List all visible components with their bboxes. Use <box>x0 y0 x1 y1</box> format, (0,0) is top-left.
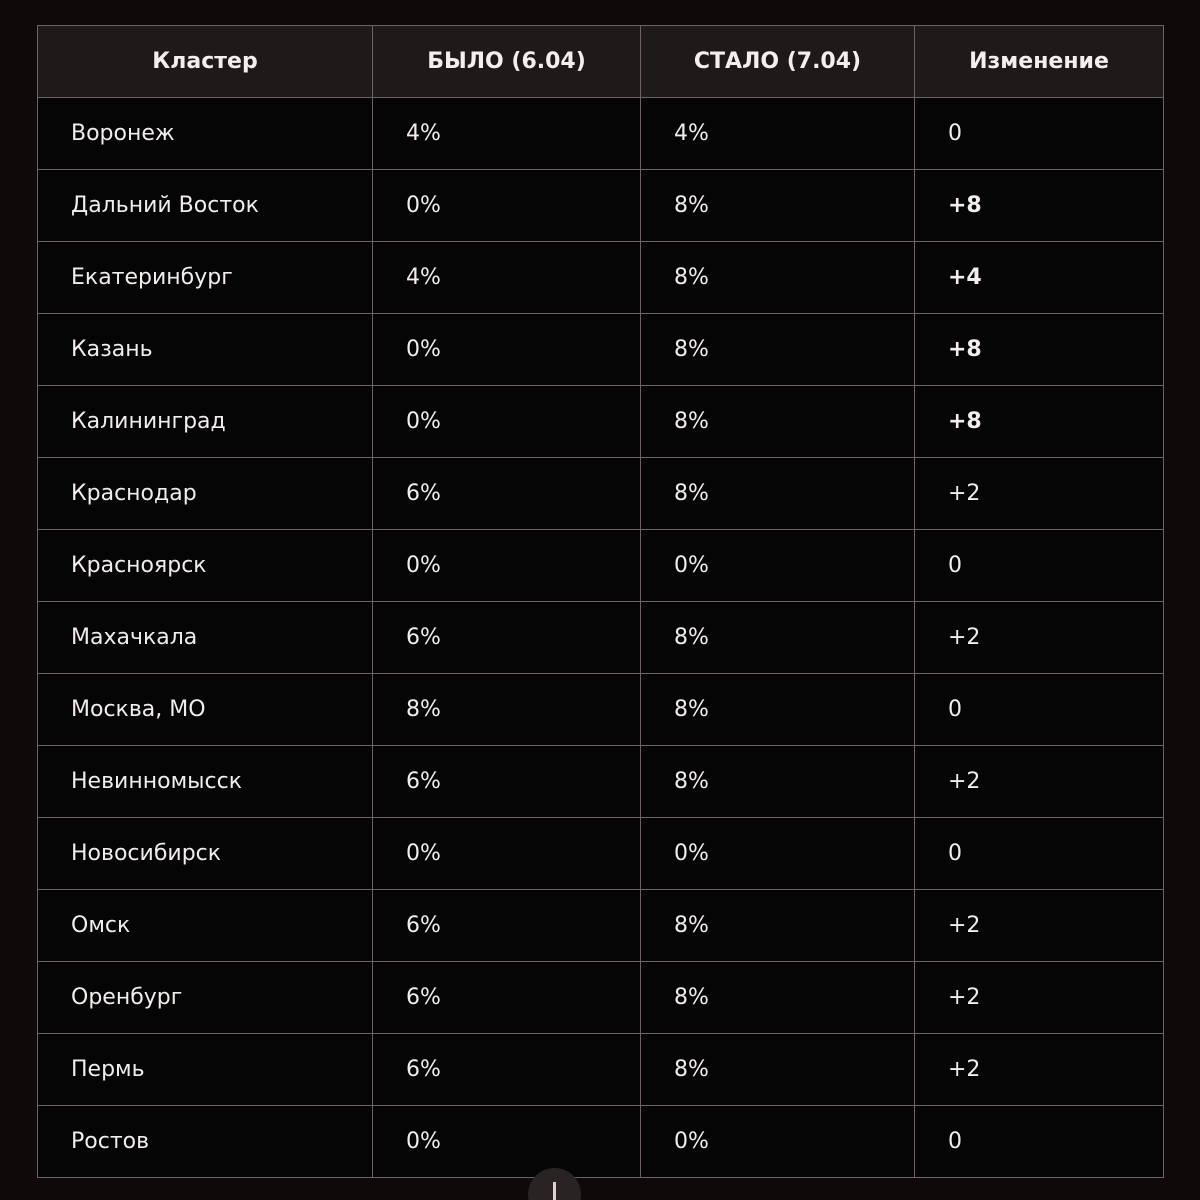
before-cell: 6% <box>373 602 641 674</box>
header-cluster: Кластер <box>38 26 373 98</box>
table-row <box>38 530 1164 602</box>
before-cell: 6% <box>373 1034 641 1106</box>
before-cell: 0% <box>373 1106 641 1178</box>
header-after: СТАЛО (7.04) <box>641 26 915 98</box>
cluster-cell: Пермь <box>38 1034 373 1106</box>
change-cell: +2 <box>915 1034 1164 1106</box>
change-cell: +2 <box>915 746 1164 818</box>
before-cell: 0% <box>373 314 641 386</box>
change-cell: +4 <box>915 242 1164 314</box>
after-cell: 8% <box>641 602 915 674</box>
table-row <box>38 746 1164 818</box>
table-row <box>38 1034 1164 1106</box>
change-cell: +2 <box>915 602 1164 674</box>
after-cell: 8% <box>641 242 915 314</box>
after-cell: 0% <box>641 818 915 890</box>
table-body <box>38 98 1164 1178</box>
change-cell: 0 <box>915 98 1164 170</box>
after-cell: 0% <box>641 530 915 602</box>
table-row <box>38 1106 1164 1178</box>
table-row <box>38 818 1164 890</box>
cluster-cell: Екатеринбург <box>38 242 373 314</box>
change-cell: +2 <box>915 962 1164 1034</box>
cluster-cell: Оренбург <box>38 962 373 1034</box>
cluster-cell: Омск <box>38 890 373 962</box>
after-cell: 4% <box>641 98 915 170</box>
change-cell: 0 <box>915 818 1164 890</box>
table-header <box>38 26 1164 98</box>
change-cell: +8 <box>915 386 1164 458</box>
header-change: Изменение <box>915 26 1164 98</box>
cluster-cell: Москва, МО <box>38 674 373 746</box>
before-cell: 6% <box>373 746 641 818</box>
cluster-cell: Дальний Восток <box>38 170 373 242</box>
table-row <box>38 962 1164 1034</box>
before-cell: 0% <box>373 170 641 242</box>
before-cell: 6% <box>373 458 641 530</box>
after-cell: 8% <box>641 1034 915 1106</box>
change-cell: +8 <box>915 170 1164 242</box>
arrow-down-icon <box>553 1182 556 1200</box>
cluster-cell: Красноярск <box>38 530 373 602</box>
change-cell: 0 <box>915 1106 1164 1178</box>
before-cell: 6% <box>373 890 641 962</box>
change-cell: 0 <box>915 674 1164 746</box>
change-cell: +2 <box>915 458 1164 530</box>
header-row <box>38 26 1164 98</box>
cluster-cell: Казань <box>38 314 373 386</box>
before-cell: 0% <box>373 530 641 602</box>
cluster-cell: Ростов <box>38 1106 373 1178</box>
table-row <box>38 458 1164 530</box>
header-before: БЫЛО (6.04) <box>373 26 641 98</box>
after-cell: 8% <box>641 386 915 458</box>
after-cell: 0% <box>641 1106 915 1178</box>
table-row <box>38 242 1164 314</box>
cluster-table <box>37 25 1164 1178</box>
after-cell: 8% <box>641 170 915 242</box>
after-cell: 8% <box>641 962 915 1034</box>
change-cell: 0 <box>915 530 1164 602</box>
after-cell: 8% <box>641 458 915 530</box>
table-row <box>38 386 1164 458</box>
table-row <box>38 170 1164 242</box>
table-row <box>38 98 1164 170</box>
after-cell: 8% <box>641 746 915 818</box>
change-cell: +2 <box>915 890 1164 962</box>
cluster-cell: Невинномысск <box>38 746 373 818</box>
cluster-cell: Воронеж <box>38 98 373 170</box>
before-cell: 6% <box>373 962 641 1034</box>
after-cell: 8% <box>641 674 915 746</box>
cluster-cell: Краснодар <box>38 458 373 530</box>
change-cell: +8 <box>915 314 1164 386</box>
before-cell: 4% <box>373 98 641 170</box>
table-row <box>38 674 1164 746</box>
cluster-cell: Калининград <box>38 386 373 458</box>
before-cell: 4% <box>373 242 641 314</box>
after-cell: 8% <box>641 890 915 962</box>
after-cell: 8% <box>641 314 915 386</box>
cluster-cell: Новосибирск <box>38 818 373 890</box>
before-cell: 8% <box>373 674 641 746</box>
table-row <box>38 890 1164 962</box>
table-row <box>38 314 1164 386</box>
table-row <box>38 602 1164 674</box>
before-cell: 0% <box>373 386 641 458</box>
cluster-cell: Махачкала <box>38 602 373 674</box>
before-cell: 0% <box>373 818 641 890</box>
